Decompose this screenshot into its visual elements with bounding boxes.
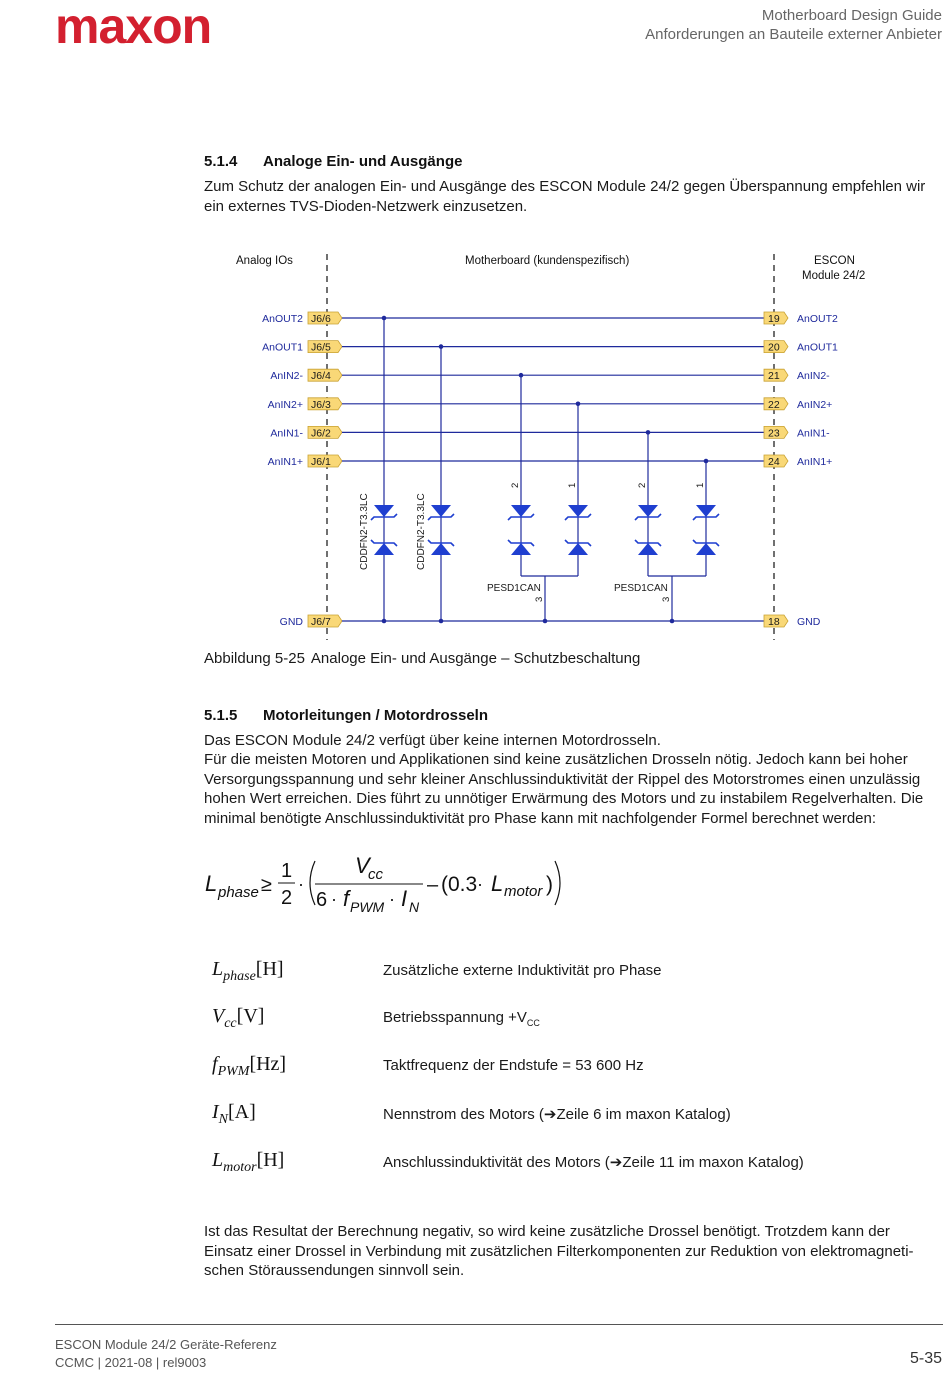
- pesd-diode-lower-triangle: [568, 543, 588, 555]
- formula-V: V: [355, 853, 370, 878]
- variable-symbol: $f_{PWM}[Hz]$: [212, 1053, 287, 1079]
- tvs-part-label: CDDFN2-T3.3LC: [359, 493, 370, 570]
- section-5-1-5-p2: Für die meisten Motoren und Applikationen sind keine zusätzlichen Drosseln nötig. Jedoch kann bei hoher Versorgungsspannung und sehr kleiner Anschlussinduktivität der Rippel des Motorstromes einen unzulässig hohen Wert erreichen. Dies führt zu unnötiger Erwärmung des Motors und zu instabilem Regelverhalten. Die minimal benötigte Anschlussinduktivität pro Phase kann mit nachfolgender Formel berechnet werden:: [204, 751, 924, 827]
- junction-dot: [646, 430, 651, 435]
- tvs-schematic: [0, 0, 950, 650]
- junction-dot: [382, 316, 387, 321]
- variable-symbol: $L_{phase}[H]$: [212, 958, 284, 984]
- signal-label-right: AnIN1-: [797, 427, 830, 440]
- junction-dot: [704, 459, 709, 464]
- figure-caption: [204, 650, 640, 667]
- header-title: Motherboard Design Guide: [761, 7, 942, 24]
- figure-caption-text: Analoge Ein- und Ausgänge – Schutzbeschaltung: [310, 650, 641, 667]
- junction-dot: [439, 344, 444, 349]
- junction-dot: [670, 619, 675, 624]
- maxon-logo: maxon: [55, 0, 212, 54]
- figure-label: Abbildung 5-25: [204, 650, 305, 667]
- section-heading-5-1-5: [204, 707, 488, 724]
- connector-tag-text: J6/4: [311, 370, 331, 383]
- junction-dot: [382, 619, 387, 624]
- signal-label-right: AnOUT1: [797, 341, 838, 354]
- variable-description: Anschlussinduktivität des Motors (➔Zeile 11 im maxon Katalog): [383, 1154, 804, 1171]
- junction-dot: [439, 619, 444, 624]
- pin-tag-text: 21: [768, 370, 780, 383]
- footer-doc-title: ESCON Module 24/2 Geräte-Referenz: [55, 1337, 277, 1352]
- pesd-diode-upper-triangle: [638, 505, 658, 517]
- pesd-pin-number: 2: [637, 482, 648, 488]
- left-paren: [310, 861, 315, 905]
- junction-dot: [543, 619, 548, 624]
- pesd-diode-upper-triangle: [568, 505, 588, 517]
- connector-tag-text: J6/2: [311, 427, 331, 440]
- pesd-pin-number: 2: [510, 482, 521, 488]
- pesd-diode-lower-triangle: [511, 543, 531, 555]
- tvs-part-label: CDDFN2-T3.3LC: [416, 493, 427, 570]
- schematic-header-module: Module 24/2: [802, 270, 866, 282]
- pesd-diode-lower-triangle: [696, 543, 716, 555]
- formula-f: f: [343, 886, 350, 911]
- tvs-diode-lower-triangle: [374, 543, 394, 555]
- signal-label-left: AnIN1+: [267, 456, 303, 468]
- section-title: Motorleitungen / Motordrosseln: [263, 707, 488, 724]
- formula-sub-motor: motor: [504, 883, 543, 900]
- header-subtitle: Anforderungen an Bauteile externer Anbieter: [645, 26, 942, 43]
- tvs-diode-lower-triangle: [431, 543, 451, 555]
- formula-L-motor: L: [491, 871, 504, 896]
- formula-six: 6: [316, 889, 328, 911]
- formula-two: 2: [281, 887, 293, 909]
- right-paren: [555, 861, 560, 905]
- formula-L: L: [205, 871, 218, 896]
- connector-tag-text: J6/6: [311, 313, 331, 325]
- pesd-pin-number: 1: [695, 482, 706, 488]
- signal-label-left: GND: [279, 616, 303, 628]
- formula-one: 1: [281, 860, 293, 882]
- pesd-pin-number: 1: [567, 482, 578, 488]
- footer-doc-meta: CCMC | 2021-08 | rel9003: [55, 1355, 207, 1370]
- signal-label-right: AnOUT2: [797, 313, 838, 325]
- connector-tag-text: J6/7: [311, 616, 331, 628]
- footer-info: [55, 1336, 277, 1372]
- formula-dot-4: ·: [477, 874, 483, 894]
- formula-dot-1: ·: [298, 874, 304, 894]
- formula-sub-pwm: PWM: [350, 899, 385, 915]
- signal-label-left: AnOUT2: [262, 313, 303, 325]
- connector-tag-text: J6/3: [311, 398, 331, 411]
- section-5-1-5-p1: Das ESCON Module 24/2 verfügt über keine internen Motordrosseln.: [204, 732, 661, 749]
- pin-tag-text: 24: [768, 456, 780, 468]
- pesd-diode-upper-triangle: [696, 505, 716, 517]
- formula-sub-n: N: [409, 899, 420, 915]
- pesd-part-label: PESD1CAN: [487, 583, 541, 594]
- pin-tag-text: 22: [768, 398, 780, 411]
- pesd-diode-upper-triangle: [511, 505, 531, 517]
- signal-label-left: AnIN2+: [267, 398, 303, 411]
- tvs-diode-upper-triangle: [431, 505, 451, 517]
- schematic-header-motherboard: Motherboard (kundenspezifisch): [465, 255, 630, 267]
- variable-symbol: $L_{motor}[H]$: [212, 1149, 285, 1175]
- section-title: Analoge Ein- und Ausgänge: [263, 153, 463, 170]
- formula-geq: ≥: [261, 874, 272, 896]
- pin-tag-text: 20: [768, 341, 780, 354]
- formula-I: I: [401, 886, 408, 911]
- schematic-header-escon: ESCON: [814, 255, 855, 267]
- section-5-1-4-text: Zum Schutz der analogen Ein- und Ausgänge des ESCON Module 24/2 gegen Überspannung empfehlen wir ein externes TVS-Dioden-Netzwerk einzusetzen.: [204, 178, 926, 215]
- formula-sub-phase: phase: [218, 884, 259, 901]
- signal-label-left: AnIN2-: [270, 370, 303, 383]
- variable-description: Zusätzliche externe Induktivität pro Phase: [383, 962, 662, 979]
- formula-sub-cc: cc: [368, 866, 383, 883]
- formula-open: (0.3: [441, 873, 478, 896]
- formula-minus: –: [427, 874, 439, 896]
- pesd-diode-lower-triangle: [638, 543, 658, 555]
- variable-symbol: $V_{cc}[V]$: [212, 1005, 265, 1031]
- variable-symbol: $I_N[A]$: [212, 1101, 256, 1127]
- pesd-pin-number: 3: [534, 596, 545, 602]
- formula-dot-3: ·: [389, 889, 395, 909]
- variable-description: Nennstrom des Motors (➔Zeile 6 im maxon Katalog): [383, 1106, 731, 1123]
- formula-close: ): [546, 873, 553, 896]
- schematic-header-analog-ios: Analog IOs: [236, 255, 293, 267]
- closing-paragraph: Ist das Resultat der Berechnung negativ, so wird keine zusätzliche Drossel benötigt. Trotzdem kann der Einsatz einer Drossel in Verbindung mit zusätzlichen Filterkomponenten zur Reduktion von elektromagnetischen Störaussendungen sinnvoll sein.: [204, 1223, 914, 1279]
- footer-rule: [55, 1324, 943, 1325]
- connector-tag-text: J6/1: [311, 456, 331, 468]
- section-number: 5.1.4: [204, 153, 238, 170]
- signal-label-right: AnIN1+: [797, 456, 833, 468]
- pin-tag-text: 19: [768, 313, 780, 325]
- pin-tag-text: 18: [768, 616, 780, 628]
- junction-dot: [519, 373, 524, 378]
- tvs-diode-upper-triangle: [374, 505, 394, 517]
- pesd-pin-number: 3: [661, 596, 672, 602]
- signal-label-left: AnIN1-: [270, 427, 303, 440]
- junction-dot: [576, 402, 581, 407]
- pesd-part-label: PESD1CAN: [614, 583, 668, 594]
- signal-label-right: GND: [797, 616, 821, 628]
- pin-tag-text: 23: [768, 427, 780, 440]
- connector-tag-text: J6/5: [311, 341, 331, 354]
- variable-description: Betriebsspannung $+V_{CC}$: [383, 1009, 540, 1028]
- page-number: 5-35: [909, 1350, 942, 1367]
- formula-dot-2: ·: [331, 889, 337, 909]
- inductance-formula: [205, 853, 575, 923]
- signal-label-left: AnOUT1: [262, 341, 303, 354]
- variable-description: Taktfrequenz der Endstufe = 53 600 Hz: [383, 1057, 644, 1074]
- signal-label-right: AnIN2+: [797, 398, 833, 411]
- signal-label-right: AnIN2-: [797, 370, 830, 383]
- section-number: 5.1.5: [204, 707, 238, 724]
